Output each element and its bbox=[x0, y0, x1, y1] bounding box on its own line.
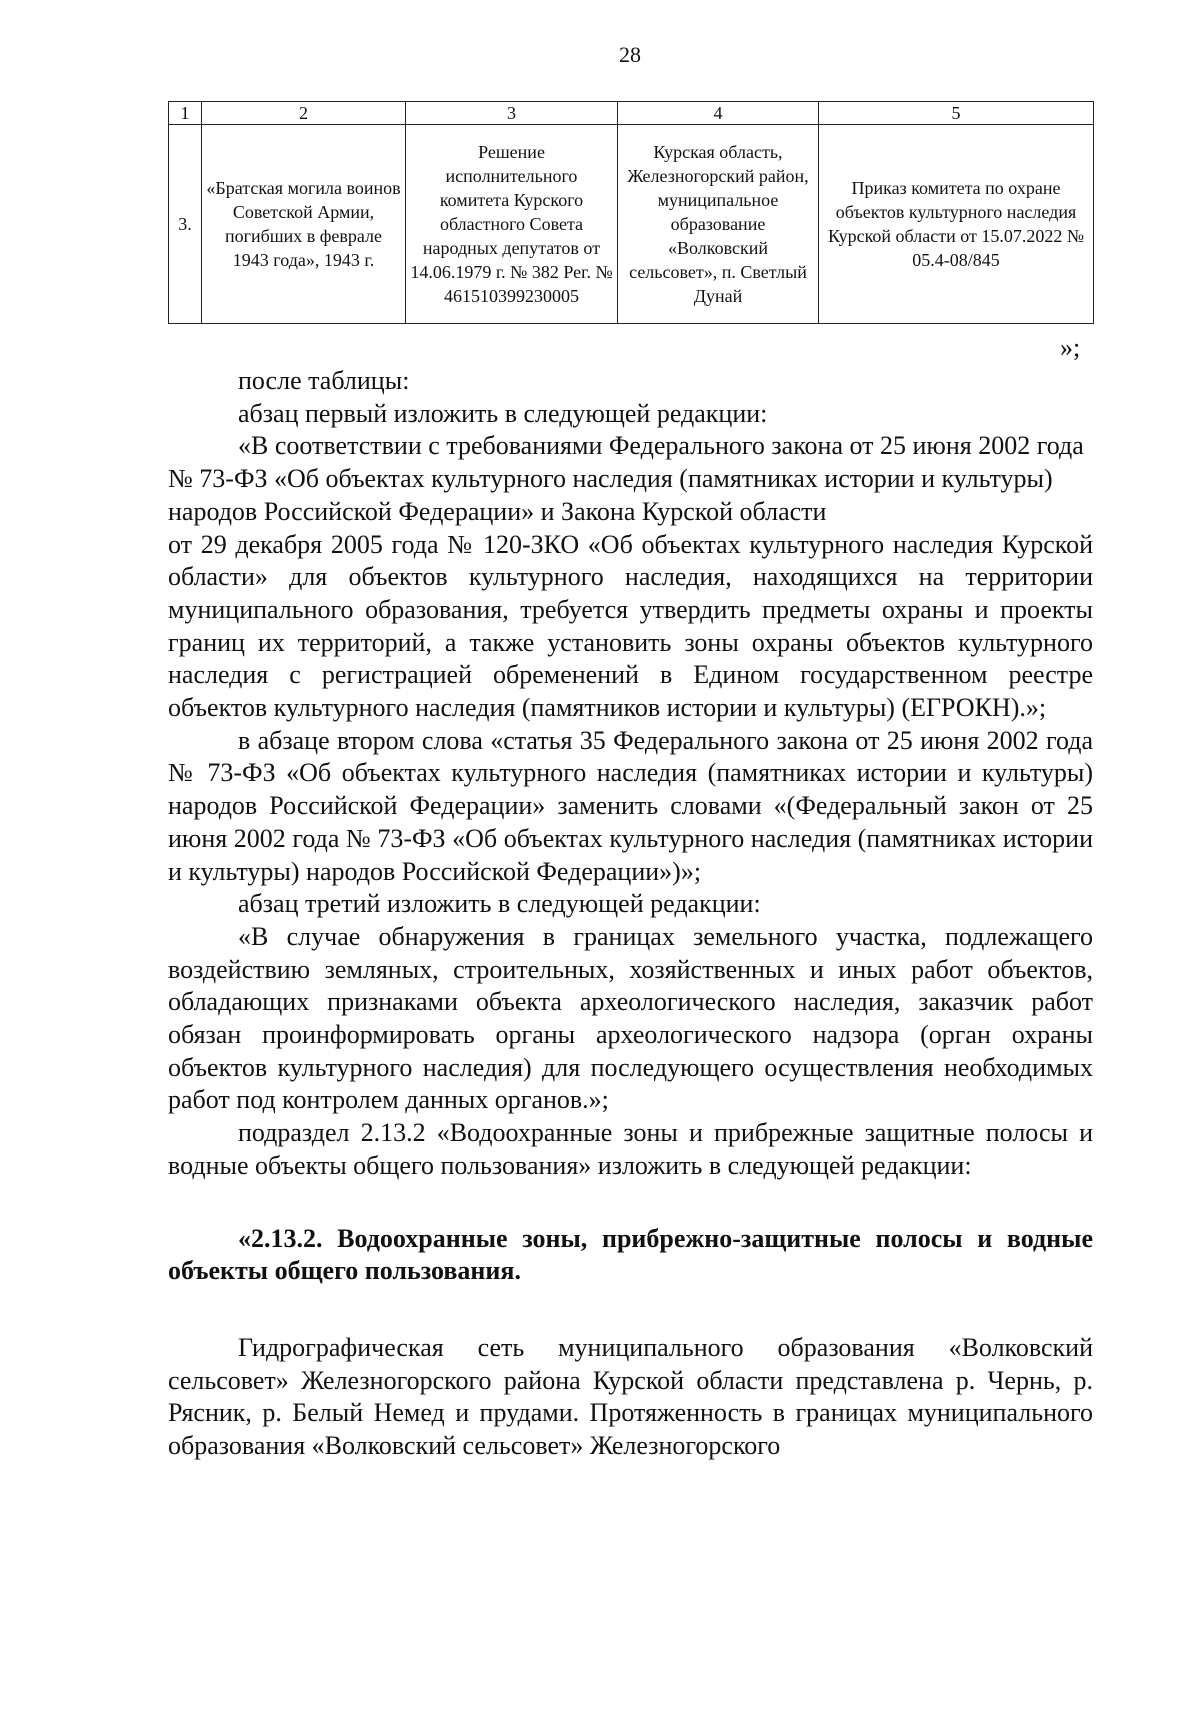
column-number-1: 1 bbox=[169, 102, 202, 125]
decision-cell: Решение исполнительного комитета Курского областного Совета народных депутатов от 14.06.1979 г. № 382 Рег. № 461510399230005 bbox=[406, 125, 618, 324]
column-number-3: 3 bbox=[406, 102, 618, 125]
column-number-5: 5 bbox=[819, 102, 1094, 125]
paragraph-subsection-instruction: подраздел 2.13.2 «Водоохранные зоны и прибрежные защитные полосы и водные объекты общего пользования» изложить в следующей редакции: bbox=[168, 1118, 1093, 1180]
paragraph-third-abzac-text: «В случае обнаружения в границах земельного участка, подлежащего воздействию земляных, строительных, хозяйственных и иных работ объектов, обладающих признаками объекта археологического наследия, заказчик работ обязан проинформировать органы археологического надзора (орган охраны объектов культурного наследия) для последующего осуществления необходимых работ под контролем данных органов.»; bbox=[168, 921, 1093, 1115]
closing-quote-mark: »; bbox=[1060, 333, 1081, 362]
paragraph-second-abzac: в абзаце втором слова «статья 35 Федерального закона от 25 июня 2002 года № 73-ФЗ «Об объектах культурного наследия (памятниках истории и культуры) народов Российской Федерации» заменить словами «(Федеральный закон от 25 июня 2002 года № 73-ФЗ «Об объектах культурного наследия (памятниках истории и культуры) народов Российской Федерации»)»; bbox=[168, 725, 1093, 886]
paragraph-third-abzac-instruction: абзац третий изложить в следующей редакции: bbox=[238, 889, 761, 919]
amendment-table bbox=[168, 101, 1094, 324]
column-number-2: 2 bbox=[202, 102, 406, 125]
document-body bbox=[168, 365, 1093, 1463]
order-cell: Приказ комитета по охране объектов культурного наследия Курской области от 15.07.2022 № 05.4-08/845 bbox=[819, 125, 1094, 324]
page-number: 28 bbox=[619, 42, 641, 67]
table-row bbox=[169, 125, 1094, 324]
paragraph-first-abzac-text: «В соответствии с требованиями Федерального закона от 25 июня 2002 года № 73-ФЗ «Об объектах культурного наследия (памятниках истории и культуры) народов Российской Федерации» и Закона Курской области bbox=[168, 431, 1084, 526]
location-cell: Курская область, Железногорский район, муниципальное образование «Волковский сельсовет», п. Светлый Дунай bbox=[618, 125, 819, 324]
paragraph-hydrographic-network: Гидрографическая сеть муниципального образования «Волковский сельсовет» Железногорского района Курской области представлена р. Чернь, р. Рясник, р. Белый Немед и прудами. Протяженность в границах муниципального образования «Волковский сельсовет» Железногорского bbox=[168, 1332, 1093, 1461]
paragraph-after-table: после таблицы: bbox=[238, 366, 410, 395]
section-heading: «2.13.2. Водоохранные зоны, прибрежно-защитные полосы и водные объекты общего пользования. bbox=[168, 1223, 1093, 1286]
row-number-cell: 3. bbox=[169, 125, 202, 324]
paragraph-first-abzac-instruction: абзац первый изложить в следующей редакции: bbox=[238, 398, 768, 428]
column-number-4: 4 bbox=[618, 102, 819, 125]
object-name-cell: «Братская могила воинов Советской Армии, погибших в феврале 1943 года», 1943 г. bbox=[202, 125, 406, 324]
paragraph-first-abzac-continued: от 29 декабря 2005 года № 120-ЗКО «Об объектах культурного наследия Курской области» для объектов культурного наследия, находящихся на территории муниципального образования, требуется утвердить предметы охраны и проекты границ их территорий, а также установить зоны охраны объектов культурного наследия с регистрацией обременений в Едином государственном реестре объектов культурного наследия (памятников истории и культуры) (ЕГРОКН).»; bbox=[168, 529, 1093, 723]
table-header-row bbox=[169, 102, 1094, 125]
